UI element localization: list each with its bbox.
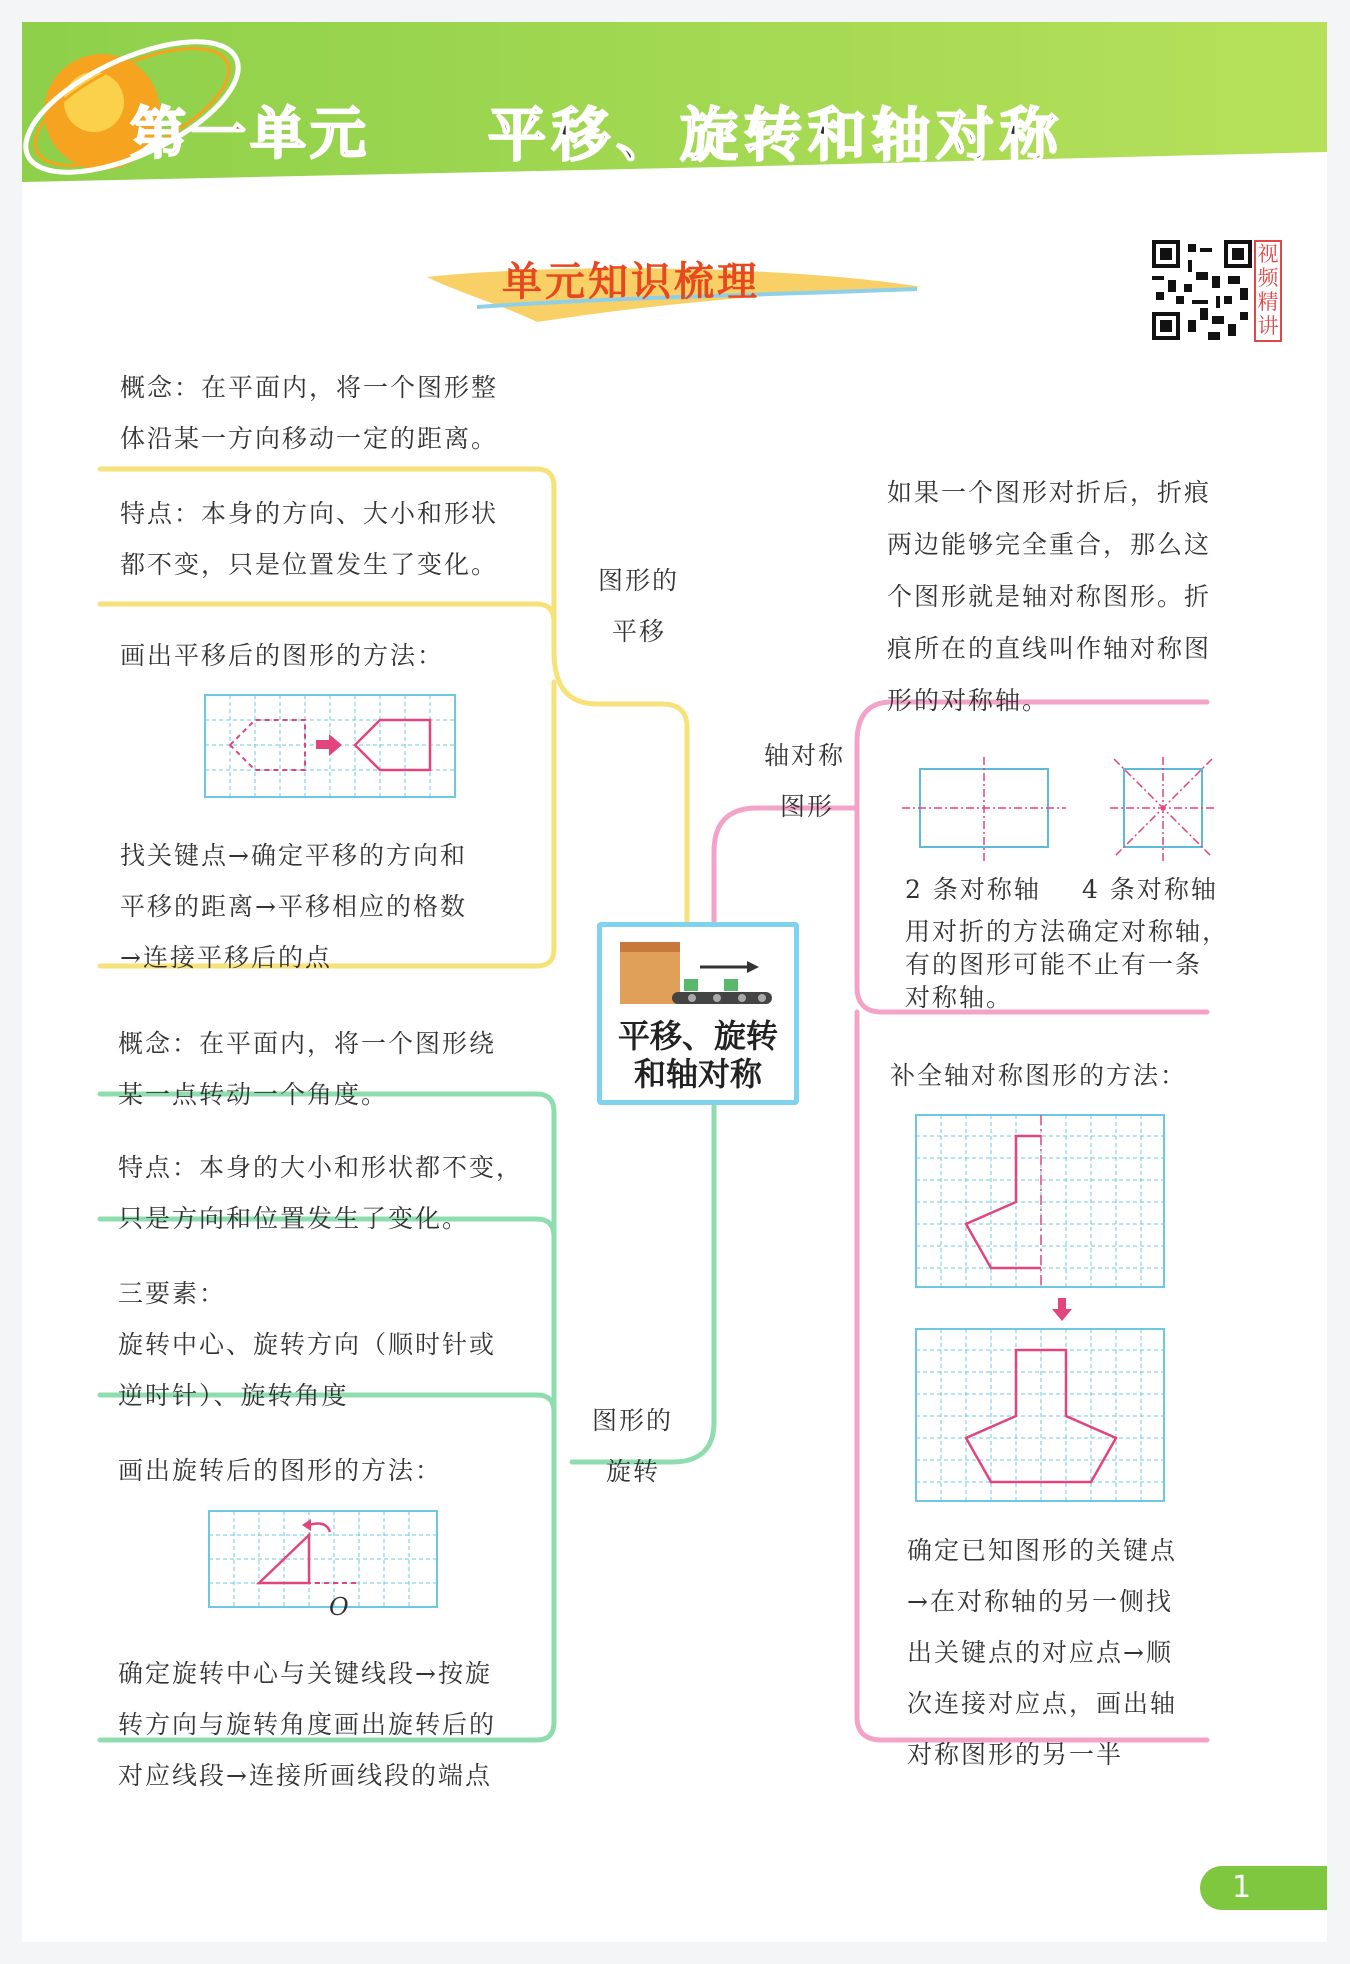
center-topic	[597, 922, 799, 1105]
translation-diagram	[204, 694, 456, 798]
rotation-branch-label-2: 旋转	[606, 1457, 661, 1486]
translation-method-title: 画出平移后的图形的方法：	[120, 641, 445, 670]
symmetry-step-line1: 确定已知图形的关键点	[907, 1536, 1178, 1565]
symmetry-definition-line4: 痕所在的直线叫作轴对称图	[887, 634, 1212, 663]
translation-concept-line2: 体沿某一方向移动一定的距离。	[120, 424, 499, 453]
translation-step-line2: 平移的距离→平移相应的格数	[120, 892, 467, 921]
rotation-elements-line1: 旋转中心、旋转方向（顺时针或	[118, 1330, 497, 1359]
translation-concept-line1: 概念：在平面内，将一个图形整	[120, 373, 499, 402]
rotation-feature-line2: 只是方向和位置发生了变化。	[118, 1204, 470, 1233]
translation-branch-label-2: 平移	[612, 617, 667, 646]
page	[22, 22, 1327, 1942]
symmetry-branch-label-1: 轴对称	[764, 741, 846, 770]
unit-label: 第一单元	[130, 102, 370, 167]
symmetry-definition-line3: 个图形就是轴对称图形。折	[887, 582, 1212, 611]
symmetry-axes-diagram	[902, 757, 1222, 862]
rotation-step-line1: 确定旋转中心与关键线段→按旋	[118, 1659, 492, 1688]
rotation-step-line3: 对应线段→连接所画线段的端点	[118, 1761, 492, 1790]
symmetry-branch-label-2: 图形	[780, 792, 835, 821]
page-number: 1	[1200, 1866, 1327, 1910]
symmetry-step-line2: →在对称轴的另一侧找	[907, 1587, 1173, 1616]
section-title: 单元知识梳理	[502, 259, 760, 305]
symmetry-full-diagram	[915, 1328, 1165, 1510]
square-axes-caption: 4 条对称轴	[1082, 875, 1218, 904]
translation-step-line3: →连接平移后的点	[120, 943, 332, 972]
rotation-elements-line2: 逆时针）、旋转角度	[118, 1381, 349, 1410]
rotation-concept-line1: 概念：在平面内，将一个图形绕	[118, 1029, 497, 1058]
conveyor-icon	[612, 937, 782, 1017]
video-lecture-badge[interactable]: 视频精讲	[1254, 240, 1282, 342]
fold-note-line2: 有的图形可能不止有一条	[905, 950, 1203, 979]
rotation-feature-line1: 特点：本身的大小和形状都不变，	[118, 1153, 524, 1182]
rotation-elements-title: 三要素：	[118, 1279, 227, 1308]
down-arrow-icon	[1052, 1298, 1072, 1322]
translation-feature-line1: 特点：本身的方向、大小和形状	[120, 499, 499, 528]
center-topic-line1: 平移、旋转	[617, 1017, 778, 1055]
symmetry-definition-line2: 两边能够完全重合，那么这	[887, 530, 1212, 559]
translation-branch-label-1: 图形的	[598, 566, 680, 595]
symmetry-step-line4: 次连接对应点，画出轴	[907, 1689, 1178, 1718]
fold-note-line3: 对称轴。	[905, 983, 1014, 1012]
center-topic-line2: 和轴对称	[633, 1055, 762, 1093]
rotation-step-line2: 转方向与旋转角度画出旋转后的	[118, 1710, 497, 1739]
rotation-method-title: 画出旋转后的图形的方法：	[118, 1456, 443, 1485]
symmetry-half-diagram	[915, 1114, 1165, 1294]
symmetry-definition-line5: 形的对称轴。	[887, 686, 1050, 715]
symmetry-step-line5: 对称图形的另一半	[907, 1740, 1124, 1769]
rotation-concept-line2: 某一点转动一个角度。	[118, 1080, 389, 1109]
rotation-branch-label-1: 图形的	[592, 1406, 674, 1435]
fold-note-line1: 用对折的方法确定对称轴，	[905, 917, 1230, 946]
unit-title: 平移、旋转和轴对称	[488, 101, 1065, 169]
rotation-center-label: O	[329, 1593, 351, 1621]
symmetry-definition-line1: 如果一个图形对折后，折痕	[887, 478, 1212, 507]
translation-step-line1: 找关键点→确定平移的方向和	[120, 841, 467, 870]
rect-axes-caption: 2 条对称轴	[905, 875, 1041, 904]
rotation-diagram	[208, 1510, 438, 1616]
translation-feature-line2: 都不变，只是位置发生了变化。	[120, 550, 499, 579]
symmetry-method-title: 补全轴对称图形的方法：	[890, 1061, 1188, 1090]
symmetry-step-line3: 出关键点的对应点→顺	[907, 1638, 1173, 1667]
